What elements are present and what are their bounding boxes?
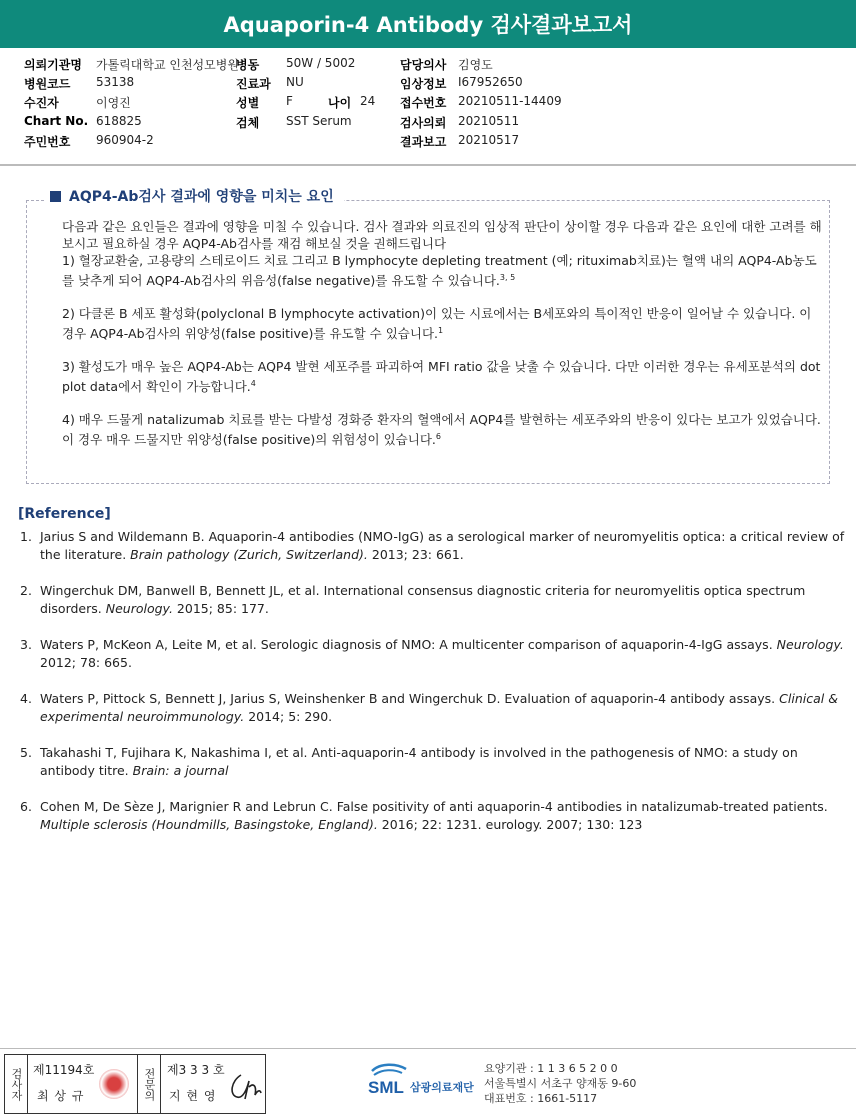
examiner-name: 최 상 규 [37,1089,85,1103]
org-address [484,1061,636,1106]
signature-icon [227,1069,263,1103]
info-label: 진료과 [236,77,271,91]
reference-heading: [Reference] [18,506,111,522]
report-footer [0,1048,856,1118]
info-row [0,75,856,93]
org-code: 요양기관 : 1 1 3 6 5 2 0 0 [484,1062,618,1075]
logo-text: SML [368,1078,404,1097]
reference-list [18,528,854,852]
info-row [0,133,856,151]
seal-icon [99,1069,129,1099]
info-value: F [286,94,293,108]
info-label: 임상정보 [400,77,447,91]
info-value: 618825 [96,114,142,128]
reference-item: 2. Wingerchuk DM, Banwell B, Bennett JL, et al. International consensus diagnostic criteria for neuromyelitis optica spectrum disorders. Neurology. 2015; 85: 177. [20,583,806,616]
info-label: 나이 [328,96,352,110]
info-value: 50W / 5002 [286,56,356,70]
info-label: 병동 [236,58,260,72]
factor-item: 4) 매우 드물게 natalizumab 치료를 받는 다발성 경화증 환자의 혈액에서 AQP4를 발현하는 세포주와의 반응이 있다는 보고가 있었습니다. 이 경우 매우 드물지만 위양성(false positive)의 위험성이 있습니다.$^6$ [62,412,821,448]
info-label: 수진자 [24,96,59,110]
info-value: NU [286,75,304,89]
section-title-text: AQP4-Ab검사 결과에 영향을 미치는 요인 [69,189,334,205]
reference-item: 3. Waters P, McKeon A, Leite M, et al. Serologic diagnosis of NMO: A multicenter comparison of aquaporin-4-IgG assays. Neurology. 2012; 78: 665. [20,637,844,670]
info-row [0,114,856,132]
info-value: 24 [360,94,376,108]
factors-text [62,218,822,465]
info-value: 53138 [96,75,135,89]
info-value: 가톨릭대학교 인천성모병원 [96,58,239,72]
square-bullet-icon [50,191,61,202]
specialist-number: 제3 3 3 호 [167,1063,225,1077]
section-title [44,186,344,206]
specialist-name: 지 현 영 [169,1089,217,1103]
info-label: 접수번호 [400,96,447,110]
info-value: 960904-2 [96,133,154,147]
intro-paragraph: 다음과 같은 요인들은 결과에 영향을 미칠 수 있습니다. 검사 결과와 의료진의 임상적 판단이 상이할 경우 다음과 같은 요인에 대한 고려를 해 보시고 필요하실 경우 AQP4-Ab검사를 재검 해보실 것을 권해드립니다 [62,219,822,251]
specialist-label: 전문의 [137,1055,161,1113]
sml-logo-icon [366,1061,476,1097]
factor-item: 3) 활성도가 매우 높은 AQP4-Ab는 AQP4 발현 세포주를 파괴하여 MFI ratio 값을 낮출 수 있습니다. 다만 이러한 경우는 유세포분석의 dot plot data에서 확인이 가능합니다.$^4$ [62,359,821,395]
info-value: 이영진 [96,96,131,110]
sml-logo [366,1061,476,1101]
info-label: 검사의뢰 [400,116,447,130]
info-value: 20210511-14409 [458,94,562,108]
reference-item: 6. Cohen M, De Sèze J, Marignier R and Lebrun C. False positivity of anti aquaporin-4 antibodies in natalizumab-treated patients. Multiple sclerosis (Houndmills, Basingstoke, England). 2016; 22: 1231. eurology. 2007; 130: 123 [20,799,828,832]
factor-item: 1) 혈장교환술, 고용량의 스테로이드 치료 그리고 B lymphocyte depleting treatment (예; rituximab치료)는 혈액 내의 AQP4-Ab농도를 낮추게 되어 AQP4-Ab검사의 위음성(false negative)를 유도할 수 있습니다.$^{3, 5}$ [62,253,817,289]
org-location: 서울특별시 서초구 양재동 9-60 [484,1077,637,1090]
info-label: 의뢰기관명 [24,58,82,72]
report-title: Aquaporin-4 Antibody 검사결과보고서 [0,0,856,48]
reference-item: 4. Waters P, Pittock S, Bennett J, Jarius S, Weinshenker B and Wingerchuk D. Evaluation of aquaporin-4 antibody assays. Clinical & experimental neuroimmunology. 2014; 5: 290. [20,691,838,724]
reference-item: 5. Takahashi T, Fujihara K, Nakashima I, et al. Anti-aquaporin-4 antibody is involved in the pathogenesis of NMO: a study on antibody titre. Brain: a journal [20,745,798,778]
info-label: 주민번호 [24,135,71,149]
factor-item: 2) 다클론 B 세포 활성화(polyclonal B lymphocyte activation)이 있는 시료에서는 B세포와의 특이적인 반응이 일어날 수 있습니다. 이 경우 AQP4-Ab검사의 위양성(false positive)를 유도할 수 있습니다.$^1$ [62,306,812,342]
info-label: 성별 [236,96,260,110]
info-label: 병원코드 [24,77,71,91]
examiner-label: 검사자 [5,1055,28,1113]
info-value: 20210511 [458,114,520,128]
info-label: Chart No. [24,114,89,128]
info-label: 담당의사 [400,58,447,72]
org-phone: 대표번호 : 1661-5117 [484,1092,598,1105]
info-label: 검체 [236,116,260,130]
signature-box [4,1054,266,1114]
reference-item: 1. Jarius S and Wildemann B. Aquaporin-4 antibodies (NMO-IgG) as a serological marker of neuromyelitis optica: a critical review of the literature. Brain pathology (Zurich, Switzerland). 2013; 23: 661. [20,529,845,562]
org-name: 삼광의료재단 [410,1081,474,1094]
info-value: 20210517 [458,133,520,147]
info-value: I67952650 [458,75,523,89]
examiner-number: 제11194호 [33,1063,95,1077]
info-label: 결과보고 [400,135,447,149]
info-row [0,56,856,74]
info-value: 김영도 [458,58,493,72]
patient-info [0,52,856,166]
info-value: SST Serum [286,114,352,128]
info-row [0,94,856,112]
